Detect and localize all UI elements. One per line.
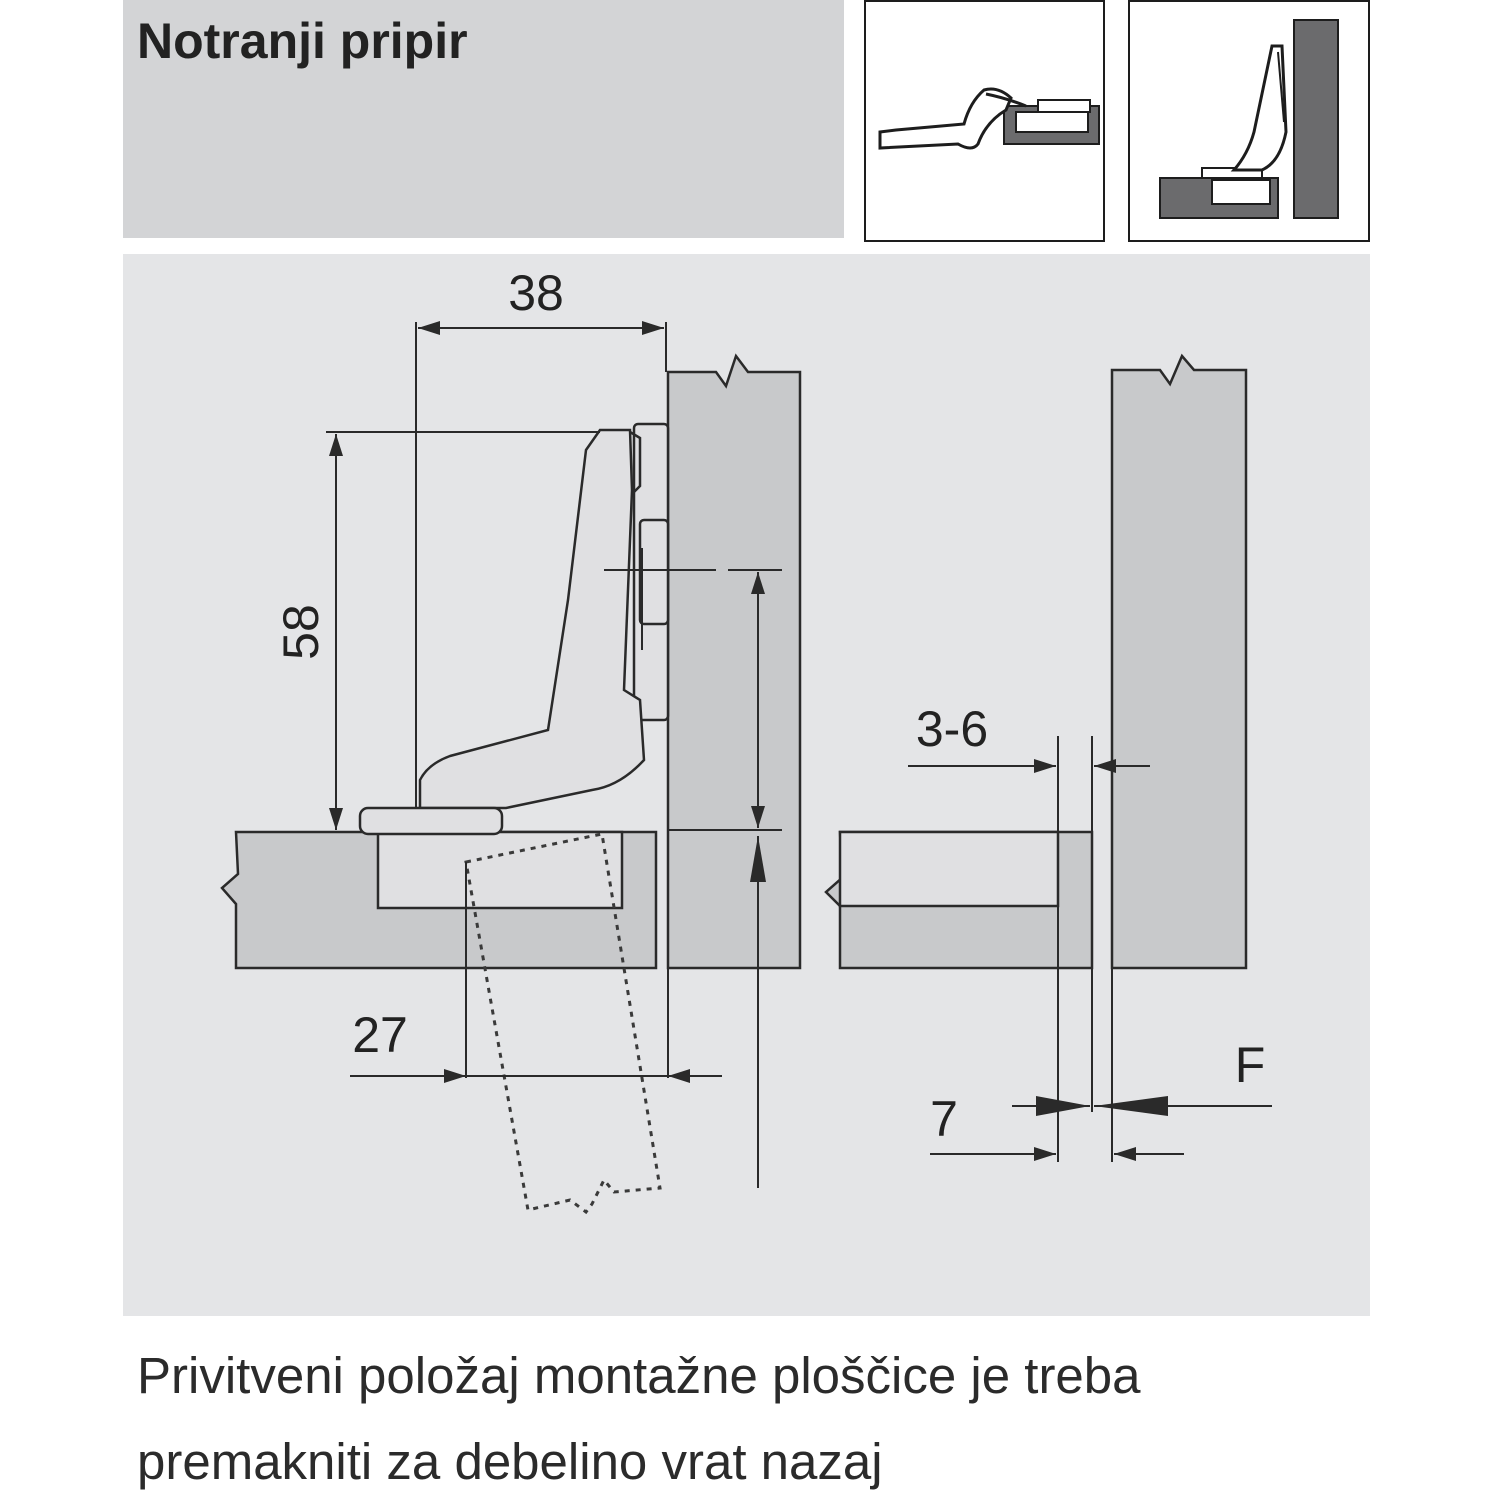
dim-f-label: F [1234, 1037, 1266, 1093]
caption-line-2: premakniti za debelino vrat nazaj [137, 1433, 883, 1490]
dim-58-label: 58 [273, 604, 329, 660]
hinge-base [360, 808, 502, 834]
dim-3-6-label: 3-6 [915, 701, 989, 757]
cup-pocket [378, 832, 622, 908]
dim-38-label: 38 [508, 265, 564, 321]
dim-27-label: 27 [352, 1007, 408, 1063]
caption-line-1: Privitveni položaj montažne ploščice je treba [137, 1347, 1141, 1404]
right-cup-pocket [840, 832, 1058, 906]
cabinet-side-panel [668, 356, 800, 968]
dim-7-label: 7 [930, 1091, 958, 1147]
right-side-panel [1112, 356, 1246, 968]
page-title: Notranji pripir [137, 13, 468, 69]
